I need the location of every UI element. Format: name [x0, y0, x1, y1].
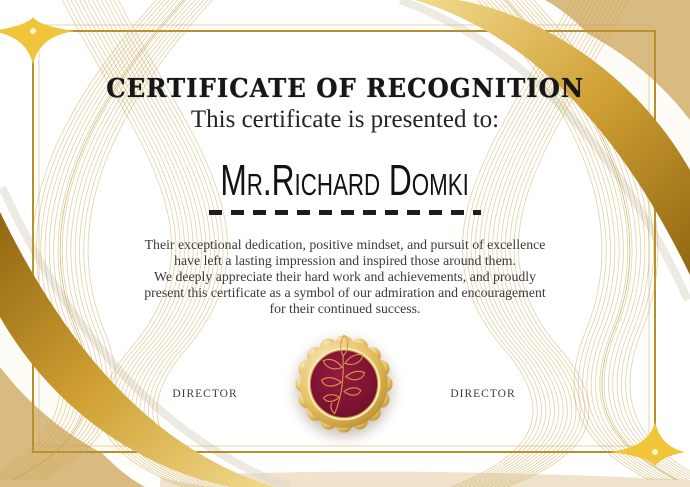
body-line: for their continued success. — [269, 301, 421, 316]
body-line: Their exceptional dedication, positive mindset, and pursuit of excellence — [144, 237, 546, 252]
recipient-name: Mr.Richard Domki — [220, 156, 470, 205]
presented-to-text: This certificate is presented to: — [190, 106, 500, 133]
signature-director-left: DIRECTOR — [172, 388, 238, 400]
body-line: have left a lasting impression and inspired those around them. — [174, 253, 516, 268]
body-line: We deeply appreciate their hard work and achievements, and proudly — [154, 269, 536, 284]
award-seal-icon — [288, 328, 400, 440]
signature-director-right: DIRECTOR — [450, 388, 516, 400]
certificate-title: CERTIFICATE OF RECOGNITION — [106, 74, 584, 104]
body-line: present this certificate as a symbol of our admiration and encouragement — [144, 285, 546, 300]
certificate-title-wrap — [0, 68, 690, 105]
recipient-name-wrap — [0, 156, 690, 206]
name-underline — [209, 210, 481, 215]
certificate-body — [100, 237, 590, 317]
